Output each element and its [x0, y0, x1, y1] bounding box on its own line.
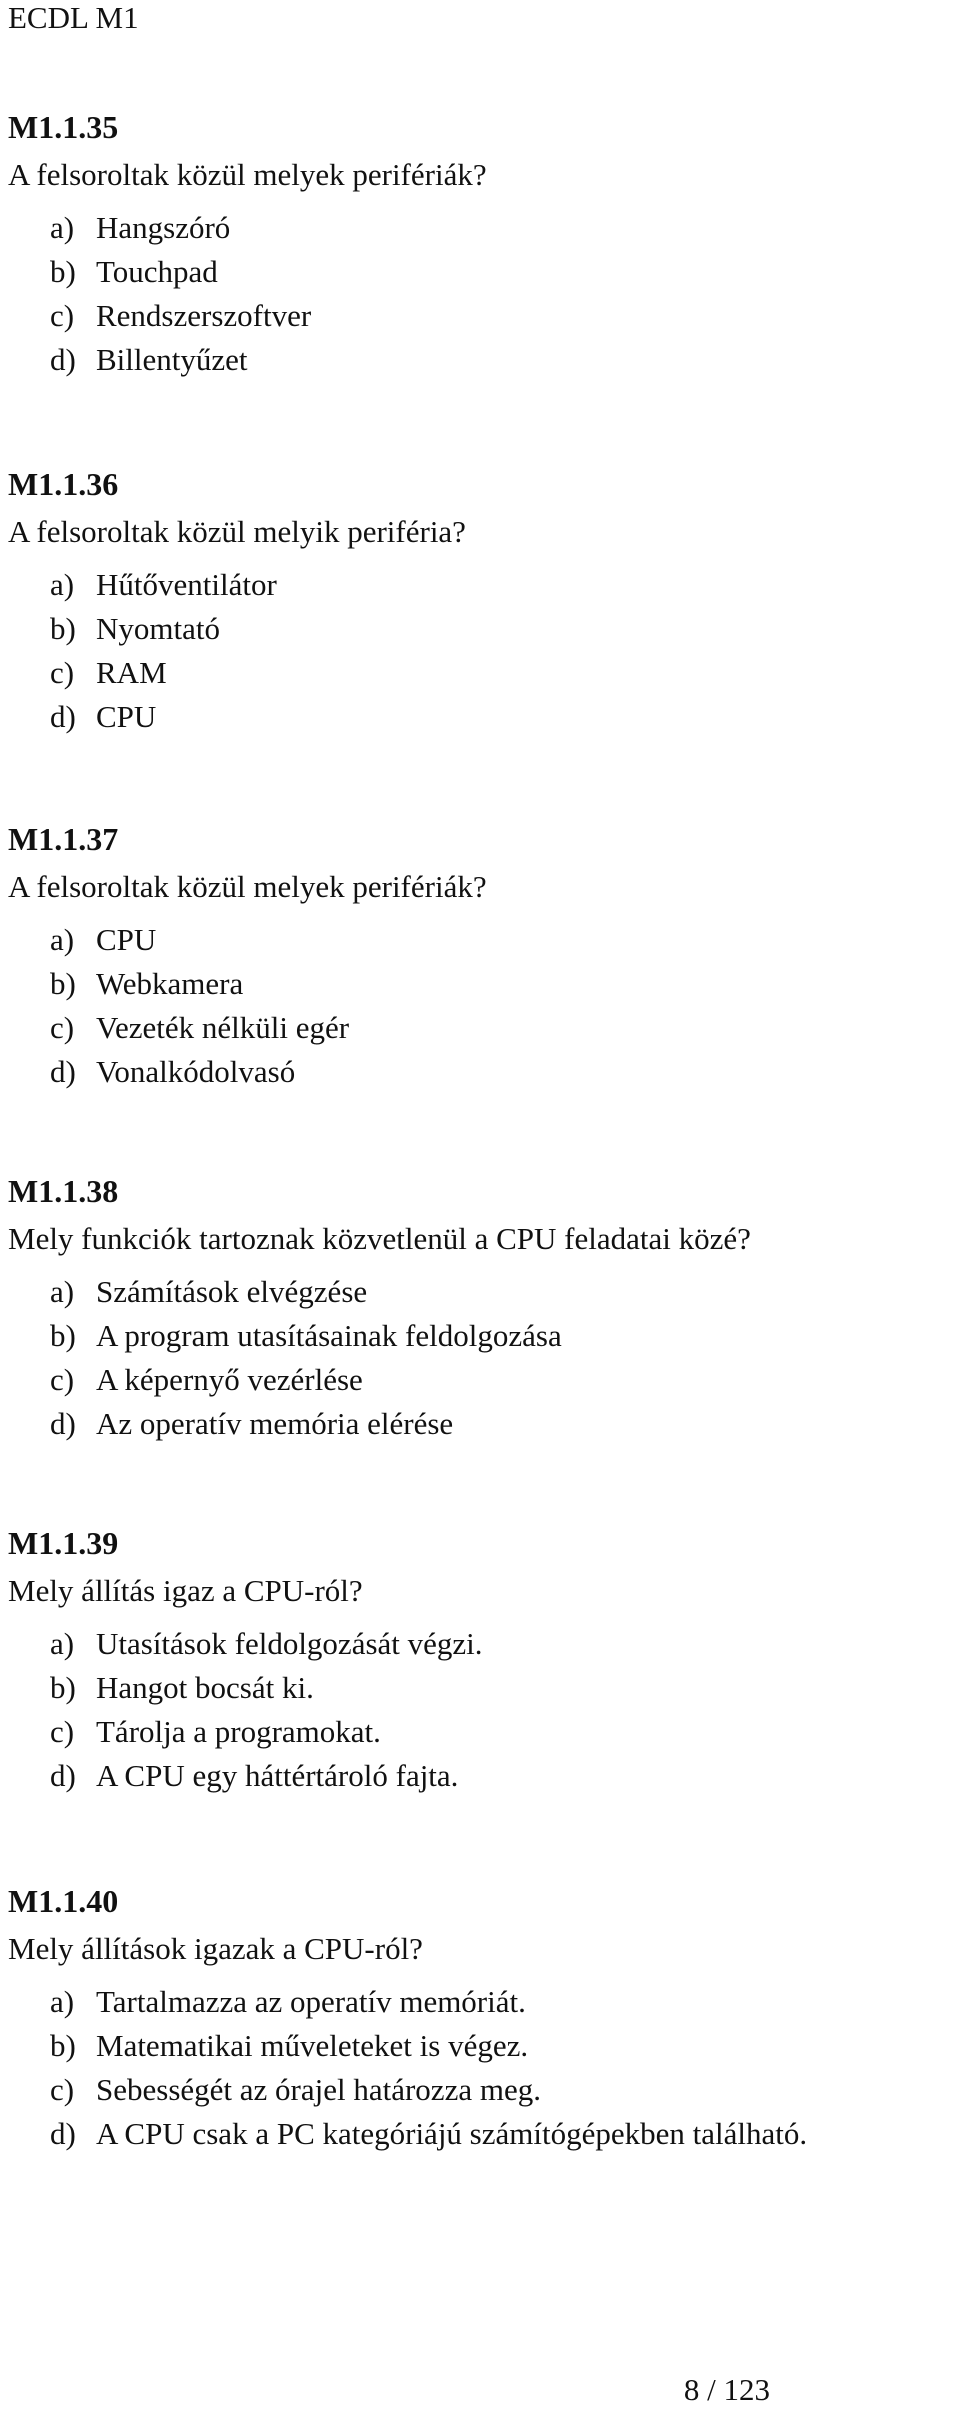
answer-option	[8, 2112, 948, 2156]
answer-options	[8, 206, 948, 382]
question-block	[8, 465, 948, 739]
option-text: Tartalmazza az operatív memóriát.	[96, 1984, 526, 2019]
question-block	[8, 1882, 948, 2156]
option-text: Utasítások feldolgozását végzi.	[96, 1626, 483, 1661]
option-text: Nyomtató	[96, 611, 220, 646]
answer-option	[8, 695, 948, 739]
answer-option	[8, 1358, 948, 1402]
answer-option	[8, 1270, 948, 1314]
option-letter: c)	[50, 1010, 75, 1045]
answer-option	[8, 250, 948, 294]
option-text: Vonalkódolvasó	[96, 1054, 296, 1089]
option-text: Sebességét az órajel határozza meg.	[96, 2072, 541, 2107]
option-letter: a)	[50, 210, 75, 245]
option-letter: b)	[50, 254, 76, 289]
question-text: A felsoroltak közül melyik periféria?	[8, 514, 466, 549]
question-text: A felsoroltak közül melyek perifériák?	[8, 869, 487, 904]
option-letter: c)	[50, 298, 75, 333]
option-letter: b)	[50, 2028, 76, 2063]
question-id: M1.1.39	[8, 1525, 119, 1561]
option-letter: c)	[50, 1714, 75, 1749]
option-text: A CPU egy háttértároló fajta.	[96, 1758, 459, 1793]
answer-option	[8, 651, 948, 695]
option-letter: d)	[50, 699, 76, 734]
answer-option	[8, 294, 948, 338]
answer-option	[8, 607, 948, 651]
option-text: A képernyő vezérlése	[96, 1362, 363, 1397]
option-letter: b)	[50, 966, 76, 1001]
option-text: Matematikai műveleteket is végez.	[96, 2028, 529, 2063]
option-text: Rendszerszoftver	[96, 298, 312, 333]
answer-option	[8, 1666, 948, 1710]
question-text: A felsoroltak közül melyek perifériák?	[8, 157, 487, 192]
answer-option	[8, 1710, 948, 1754]
option-text: Tárolja a programokat.	[96, 1714, 381, 1749]
question-block	[8, 1172, 948, 1446]
answer-option	[8, 1754, 948, 1798]
option-letter: d)	[50, 1758, 76, 1793]
question-block	[8, 1524, 948, 1798]
option-text: Hangszóró	[96, 210, 231, 245]
option-text: CPU	[96, 699, 157, 734]
option-text: A program utasításainak feldolgozása	[96, 1318, 562, 1353]
page-number: 8 / 123	[683, 2372, 770, 2407]
option-text: CPU	[96, 922, 157, 957]
option-letter: a)	[50, 1274, 75, 1309]
option-text: Hangot bocsát ki.	[96, 1670, 314, 1705]
option-letter: b)	[50, 611, 76, 646]
answer-option	[8, 338, 948, 382]
answer-options	[8, 1270, 948, 1446]
question-block	[8, 820, 948, 1094]
answer-option	[8, 2024, 948, 2068]
question-block	[8, 108, 948, 382]
document-header: ECDL M1	[8, 0, 139, 35]
option-letter: c)	[50, 2072, 75, 2107]
option-letter: a)	[50, 567, 75, 602]
question-text: Mely állítások igazak a CPU-ról?	[8, 1931, 423, 1966]
answer-option	[8, 1006, 948, 1050]
option-letter: a)	[50, 922, 75, 957]
question-id: M1.1.35	[8, 109, 119, 145]
option-text: Touchpad	[96, 254, 218, 289]
question-id: M1.1.40	[8, 1883, 119, 1919]
option-letter: d)	[50, 1054, 76, 1089]
option-letter: d)	[50, 342, 76, 377]
option-letter: b)	[50, 1318, 76, 1353]
question-text: Mely állítás igaz a CPU-ról?	[8, 1573, 363, 1608]
option-text: RAM	[96, 655, 167, 690]
answer-option	[8, 1050, 948, 1094]
option-text: Számítások elvégzése	[96, 1274, 368, 1309]
option-text: A CPU csak a PC kategóriájú számítógépekben található.	[96, 2116, 808, 2151]
option-text: Az operatív memória elérése	[96, 1406, 454, 1441]
option-text: Webkamera	[96, 966, 244, 1001]
answer-options	[8, 1980, 948, 2156]
answer-option	[8, 1622, 948, 1666]
question-id: M1.1.36	[8, 466, 119, 502]
answer-options	[8, 918, 948, 1094]
option-letter: d)	[50, 2116, 76, 2151]
option-letter: c)	[50, 655, 75, 690]
answer-option	[8, 1402, 948, 1446]
question-id: M1.1.37	[8, 821, 119, 857]
answer-options	[8, 1622, 948, 1798]
answer-option	[8, 563, 948, 607]
option-letter: b)	[50, 1670, 76, 1705]
option-text: Billentyűzet	[96, 342, 248, 377]
question-id: M1.1.38	[8, 1173, 119, 1209]
option-letter: c)	[50, 1362, 75, 1397]
answer-options	[8, 563, 948, 739]
answer-option	[8, 962, 948, 1006]
question-text: Mely funkciók tartoznak közvetlenül a CPU feladatai közé?	[8, 1221, 751, 1256]
answer-option	[8, 1314, 948, 1358]
option-letter: d)	[50, 1406, 76, 1441]
answer-option	[8, 206, 948, 250]
answer-option	[8, 918, 948, 962]
answer-option	[8, 1980, 948, 2024]
answer-option	[8, 2068, 948, 2112]
option-text: Vezeték nélküli egér	[96, 1010, 350, 1045]
option-letter: a)	[50, 1984, 75, 2019]
option-letter: a)	[50, 1626, 75, 1661]
option-text: Hűtőventilátor	[96, 567, 277, 602]
